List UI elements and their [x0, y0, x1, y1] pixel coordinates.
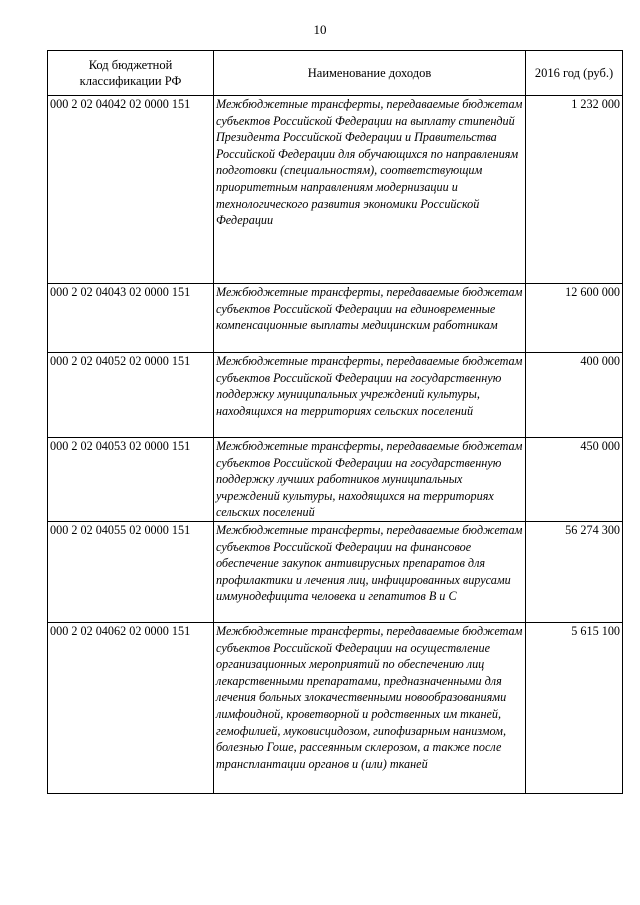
row-code: 000 2 02 04042 02 0000 151	[48, 96, 214, 284]
row-code: 000 2 02 04043 02 0000 151	[48, 284, 214, 353]
row-code: 000 2 02 04052 02 0000 151	[48, 353, 214, 438]
header-amount: 2016 год (руб.)	[526, 51, 623, 96]
table-row	[48, 284, 623, 353]
row-amount: 450 000	[526, 438, 623, 522]
row-name: Межбюджетные трансферты, передаваемые бюджетам субъектов Российской Федерации на государственную поддержку муниципальных учреждений культуры, находящихся на территориях сельских поселений	[214, 353, 526, 438]
row-code: 000 2 02 04055 02 0000 151	[48, 522, 214, 623]
table-row	[48, 623, 623, 794]
row-name: Межбюджетные трансферты, передаваемые бюджетам субъектов Российской Федерации на осуществление организационных мероприятий по обеспечению лиц лекарственными препаратами, предназначенными для лечения больных злокачественными новообразованиями лимфоидной, кроветворной и родственных им тканей, гемофилией, муковисцидозом, гипофизарным нанизмом, болезнью Гоше, рассеянным склерозом, а также после трансплантации органов и (или) тканей	[214, 623, 526, 794]
row-amount: 5 615 100	[526, 623, 623, 794]
table-row	[48, 522, 623, 623]
row-amount: 12 600 000	[526, 284, 623, 353]
row-code: 000 2 02 04062 02 0000 151	[48, 623, 214, 794]
row-amount: 56 274 300	[526, 522, 623, 623]
row-name: Межбюджетные трансферты, передаваемые бюджетам субъектов Российской Федерации на государственную поддержку лучших работников муниципальных учреждений культуры, находящихся на территориях сельских поселений	[214, 438, 526, 522]
row-name: Межбюджетные трансферты, передаваемые бюджетам субъектов Российской Федерации на выплату стипендий Президента Российской Федерации и Правительства Российской Федерации для обучающихся по направлениям подготовки (специальностям), соответствующим приоритетным направлениям модернизации и технологического развития экономики Российской Федерации	[214, 96, 526, 284]
row-amount: 400 000	[526, 353, 623, 438]
row-name: Межбюджетные трансферты, передаваемые бюджетам субъектов Российской Федерации на единовременные компенсационные выплаты медицинским работникам	[214, 284, 526, 353]
page-number: 10	[313, 22, 327, 37]
header-name: Наименование доходов	[214, 51, 526, 96]
row-amount: 1 232 000	[526, 96, 623, 284]
row-code: 000 2 02 04053 02 0000 151	[48, 438, 214, 522]
table-row	[48, 96, 623, 284]
table-row	[48, 353, 623, 438]
header-code: Код бюджетной классификации РФ	[48, 51, 214, 96]
table-header-row	[48, 51, 623, 96]
table-row	[48, 438, 623, 522]
budget-revenue-table	[47, 50, 623, 794]
row-name: Межбюджетные трансферты, передаваемые бюджетам субъектов Российской Федерации на финансовое обеспечение закупок антивирусных препаратов для профилактики и лечения лиц, инфицированных вирусами иммунодефицита человека и гепатитов B и C	[214, 522, 526, 623]
